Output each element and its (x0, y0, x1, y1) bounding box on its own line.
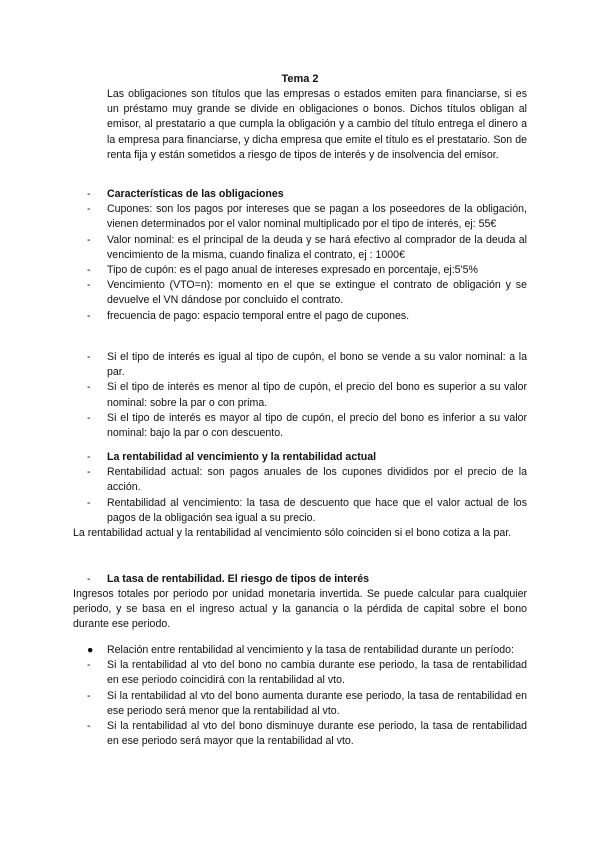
list-item: ● Relación entre rentabilidad al vencimiento y la tasa de rentabilidad durante un período: (73, 643, 527, 658)
relationship-list (73, 643, 527, 749)
yield-note: La rentabilidad actual y la rentabilidad al vencimiento sólo coinciden si el bono cotiza a la par. (73, 527, 512, 539)
bullet-icon: ● (87, 644, 94, 656)
list-item: - Si el tipo de interés es mayor al tipo de cupón, el precio del bono es inferior a su valor nominal: bajo la par o con descuento. (87, 411, 527, 440)
yield-list (73, 450, 527, 526)
list-item: - Vencimiento (VTO=n): momento en el que se extingue el contrato de obligación y se devuelve el VN dándose por concluido el contrato. (87, 279, 527, 307)
list-item: - Tipo de cupón: es el pago anual de intereses expresado en porcentaje, ej:5'5% (87, 264, 478, 277)
list-item: - frecuencia de pago: espacio temporal entre el pago de cupones. (87, 309, 410, 322)
list-item: - Si la rentabilidad al vto del bono aumenta durante ese periodo, la tasa de rentabilidad en ese periodo será menor que la rentabilidad al vto. (87, 689, 527, 717)
rate-of-return-heading-list (73, 572, 527, 587)
page-title: Tema 2 (281, 73, 319, 85)
list-item: - Cupones: son los pagos por intereses que se pagan a los poseedores de la obligación, vienen determinados por el valor nominal multiplicado por el tipo de interés, ej: 55€ (87, 203, 527, 231)
section-heading: La tasa de rentabilidad. El riesgo de tipos de interés (107, 573, 369, 585)
list-item: - La tasa de rentabilidad. El riesgo de tipos de interés (87, 573, 369, 585)
intro-paragraph: Las obligaciones son títulos que las empresas o estados emiten para financiarse, si es un préstamo muy grande se divide en obligaciones o bonos. Dichos títulos obligan al emisor, al prestatario a que cumpla la obligación y a cambio del título entrega el dinero a la empresa para financiarse, y dicha empresa que emite el título es el prestatario. Son de renta fija y están sometidos a riesgo de tipos de interés y de insolvencia del emisor. (107, 88, 527, 161)
list-item: - Si el tipo de interés es igual al tipo de cupón, el bono se vende a su valor nominal: a la par. (87, 351, 527, 379)
interest-rate-list (73, 350, 527, 441)
characteristics-list (73, 187, 527, 324)
section-heading: Características de las obligaciones (107, 188, 284, 200)
rate-of-return-paragraph: Ingresos totales por periodo por unidad monetaria invertida. Se puede calcular para cualquier periodo, y se basa en el ingreso actual y la ganancia o la pérdida de capital sobre el bono durante ese periodo. (73, 588, 527, 631)
list-item: - Rentabilidad actual: son pagos anuales de los cupones divididos por el precio de la acción. (87, 466, 527, 494)
list-item: - Si la rentabilidad al vto del bono no cambia durante ese periodo, la tasa de rentabilidad en ese periodo coincidirá con la rentabilidad al vto. (87, 659, 527, 687)
list-item: - Si la rentabilidad al vto del bono disminuye durante ese periodo, la tasa de rentabilidad en ese periodo será mayor que la rentabilidad al vto. (87, 720, 527, 748)
list-item: - Características de las obligaciones (87, 188, 284, 200)
list-item: - Si el tipo de interés es menor al tipo de cupón, el precio del bono es superior a su valor nominal: sobre la par o con prima. (87, 381, 527, 409)
section-heading: La rentabilidad al vencimiento y la rentabilidad actual (107, 451, 377, 463)
list-item: - La rentabilidad al vencimiento y la rentabilidad actual (87, 451, 377, 463)
list-item: - Rentabilidad al vencimiento: la tasa de descuento que hace que el valor actual de los pagos de la obligación sea igual a su precio. (87, 496, 527, 524)
list-item: - Valor nominal: es el principal de la deuda y se hará efectivo al comprador de la deuda al vencimiento de la misma, cuando finaliza el contrato, ej : 1000€ (87, 233, 527, 261)
